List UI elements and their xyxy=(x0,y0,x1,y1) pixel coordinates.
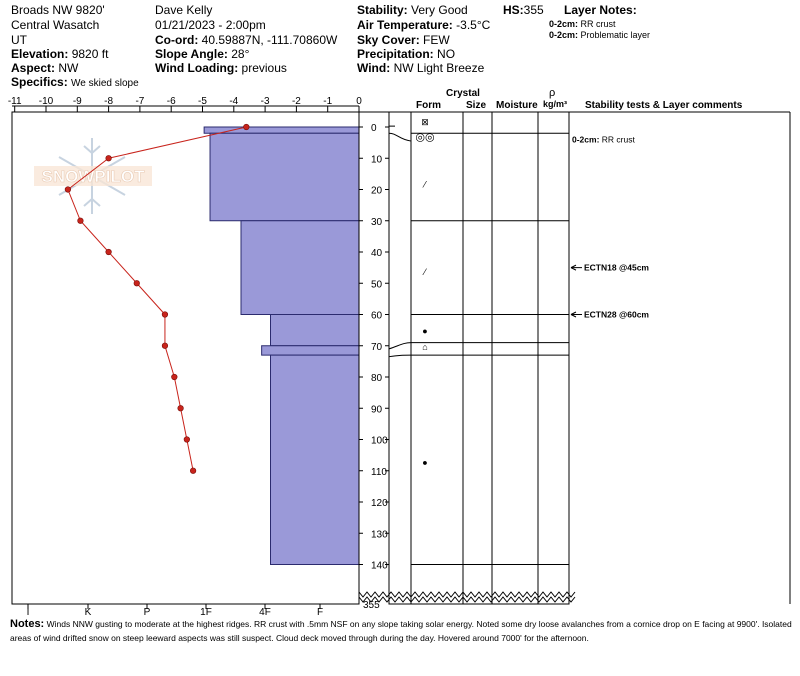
coord-value: 40.59887N, -111.70860W xyxy=(201,33,338,47)
temp-tick-label: -9 xyxy=(72,96,82,107)
location: Broads NW 9820' xyxy=(11,3,105,17)
temp-tick-label: -4 xyxy=(229,96,239,107)
layer-connector xyxy=(389,126,411,141)
temperature-point xyxy=(178,405,184,411)
depth-tick-label: 80 xyxy=(371,373,383,384)
logo-text: SNOWPILOT xyxy=(41,167,145,186)
notes-text: Winds NNW gusting to moderate at the highest ridges. RR crust with .5mm NSF on any slope taking solar energy. Noted some dry loose avalanches from a cornice drop on E facing at 9900'. Isolated areas of wind drifted snow on steep leeward aspects was still suspect. Cloud deck moved through during the day. Hovered around 7000' for the afternoon. xyxy=(10,619,792,643)
col-crystal-header: Crystal xyxy=(446,88,480,99)
temp-tick-label: -6 xyxy=(166,96,176,107)
depth-tick-label: 110 xyxy=(371,466,387,478)
elevation-label: Elevation: xyxy=(11,47,69,61)
depth-tick-label: 120 xyxy=(371,498,388,509)
datetime: 01/21/2023 - 2:00pm xyxy=(155,18,266,32)
notes xyxy=(10,617,795,645)
snowpilot-logo xyxy=(34,138,152,214)
coord-label: Co-ord: xyxy=(155,33,199,47)
depth-bottom-label: 355 xyxy=(363,600,380,611)
stability-label: Stability: xyxy=(357,3,408,17)
aspect-value: NW xyxy=(58,61,79,75)
temp-tick-label: -3 xyxy=(260,96,270,107)
temperature-point xyxy=(134,280,140,286)
temp-tick-label: -5 xyxy=(198,96,207,107)
hardness-bar xyxy=(210,133,359,221)
precip-value: NO xyxy=(437,47,456,61)
state: UT xyxy=(11,33,27,47)
depth-tick-label: 100 xyxy=(371,435,388,447)
observer: Dave Kelly xyxy=(155,3,213,17)
wind-label: Wind: xyxy=(357,61,391,75)
layer-notes-title: Layer Notes: xyxy=(564,3,637,17)
depth-tick-label: 70 xyxy=(371,341,383,353)
hardness-tick-label: P xyxy=(143,607,151,618)
temp-tick-label: -8 xyxy=(104,96,114,107)
temperature-point xyxy=(172,374,178,380)
air-temp-value: -3.5°C xyxy=(456,18,491,32)
col-density-unit: kg/m³ xyxy=(543,99,568,109)
col-density-rho: ρ xyxy=(549,87,556,99)
depth-tick-label: 130 xyxy=(371,529,388,541)
temperature-point xyxy=(190,468,196,474)
temp-tick-label: -10 xyxy=(38,96,54,107)
depth-tick-label: 40 xyxy=(371,248,383,259)
slope-label: Slope Angle: xyxy=(155,47,228,61)
layer-comment xyxy=(572,135,635,145)
grain-symbol: ◎◎ xyxy=(415,131,435,144)
temp-tick-label: -2 xyxy=(291,96,301,107)
col-size-header: Size xyxy=(466,100,487,111)
temp-tick-label: 0 xyxy=(356,96,362,107)
layer-connector xyxy=(389,343,411,357)
hardness-bar xyxy=(204,127,359,133)
temperature-point xyxy=(244,124,250,130)
depth-tick-label: 20 xyxy=(371,185,383,197)
axis-break xyxy=(359,592,575,597)
depth-tick-label: 60 xyxy=(371,310,383,322)
depth-tick-label: 90 xyxy=(371,404,383,416)
wind-value: NW Light Breeze xyxy=(393,61,485,75)
temperature-point xyxy=(106,155,112,161)
layer-note: 0-2cm: RR crust xyxy=(549,19,616,29)
hs-label: HS: xyxy=(503,3,524,17)
precip-label: Precipitation: xyxy=(357,47,434,61)
layer-comment-text: RR crust xyxy=(601,134,635,145)
mountain-range: Central Wasatch xyxy=(11,18,100,32)
grain-symbol: ⌂ xyxy=(422,341,428,352)
hardness-bar xyxy=(241,221,359,315)
wind-loading-value: previous xyxy=(241,61,287,75)
temp-tick-label: -7 xyxy=(135,96,145,107)
temperature-point xyxy=(184,437,190,443)
grain-symbol: ⁄ xyxy=(424,179,426,190)
hs-value: 355 xyxy=(523,3,544,17)
col-moisture-header: Moisture xyxy=(496,100,538,111)
depth-tick-label: 50 xyxy=(371,279,383,291)
hardness-tick-label: I xyxy=(26,607,30,618)
slope-value: 28° xyxy=(231,47,250,61)
layer-comment-depth: 0-2cm: xyxy=(572,134,602,145)
stability-test-label: ECTN18 @45cm xyxy=(584,262,649,273)
sky-value: FEW xyxy=(423,33,450,47)
temperature-point xyxy=(106,249,112,255)
hardness-tick-label: 1F xyxy=(200,607,212,618)
specifics-label: Specifics: xyxy=(11,75,68,89)
temperature-point xyxy=(65,187,71,193)
notes-label: Notes: xyxy=(10,618,45,630)
col-stability-header: Stability tests & Layer comments xyxy=(585,100,743,111)
stability-test-label: ECTN28 @60cm xyxy=(584,309,649,320)
hardness-tick-label: 4F xyxy=(259,607,271,618)
hardness-bar xyxy=(271,355,360,564)
temperature-point xyxy=(78,218,84,224)
temp-tick-label: -11 xyxy=(7,96,22,107)
specifics-value: We skied slope xyxy=(71,78,139,89)
elevation-value: 9820 ft xyxy=(71,47,109,61)
temp-tick-label: -1 xyxy=(323,96,333,107)
hardness-tick-label: K xyxy=(84,607,92,618)
depth-tick-label: 30 xyxy=(371,216,383,228)
hardness-bar xyxy=(271,315,360,346)
aspect-label: Aspect: xyxy=(11,61,56,75)
depth-tick-label: 0 xyxy=(371,123,377,134)
stability-value: Very Good xyxy=(411,3,468,17)
grain-symbol: ● xyxy=(422,326,428,337)
grain-symbol: ● xyxy=(422,457,428,468)
grain-panel-frame xyxy=(389,112,569,604)
depth-tick-label: 10 xyxy=(371,154,383,166)
depth-tick-label: 140 xyxy=(371,560,388,572)
layer-note: 0-2cm: Problematic layer xyxy=(549,30,651,40)
wind-loading-label: Wind Loading: xyxy=(155,61,239,75)
air-temp-label: Air Temperature: xyxy=(357,18,453,32)
sky-label: Sky Cover: xyxy=(357,33,420,47)
grain-symbol: ⁄ xyxy=(424,266,426,277)
temperature-point xyxy=(162,312,168,318)
hardness-tick-label: F xyxy=(316,607,324,618)
col-form-header: Form xyxy=(416,100,441,111)
temperature-point xyxy=(162,343,168,349)
grain-symbol: ⊠ xyxy=(421,116,429,127)
hardness-bar xyxy=(262,346,359,355)
